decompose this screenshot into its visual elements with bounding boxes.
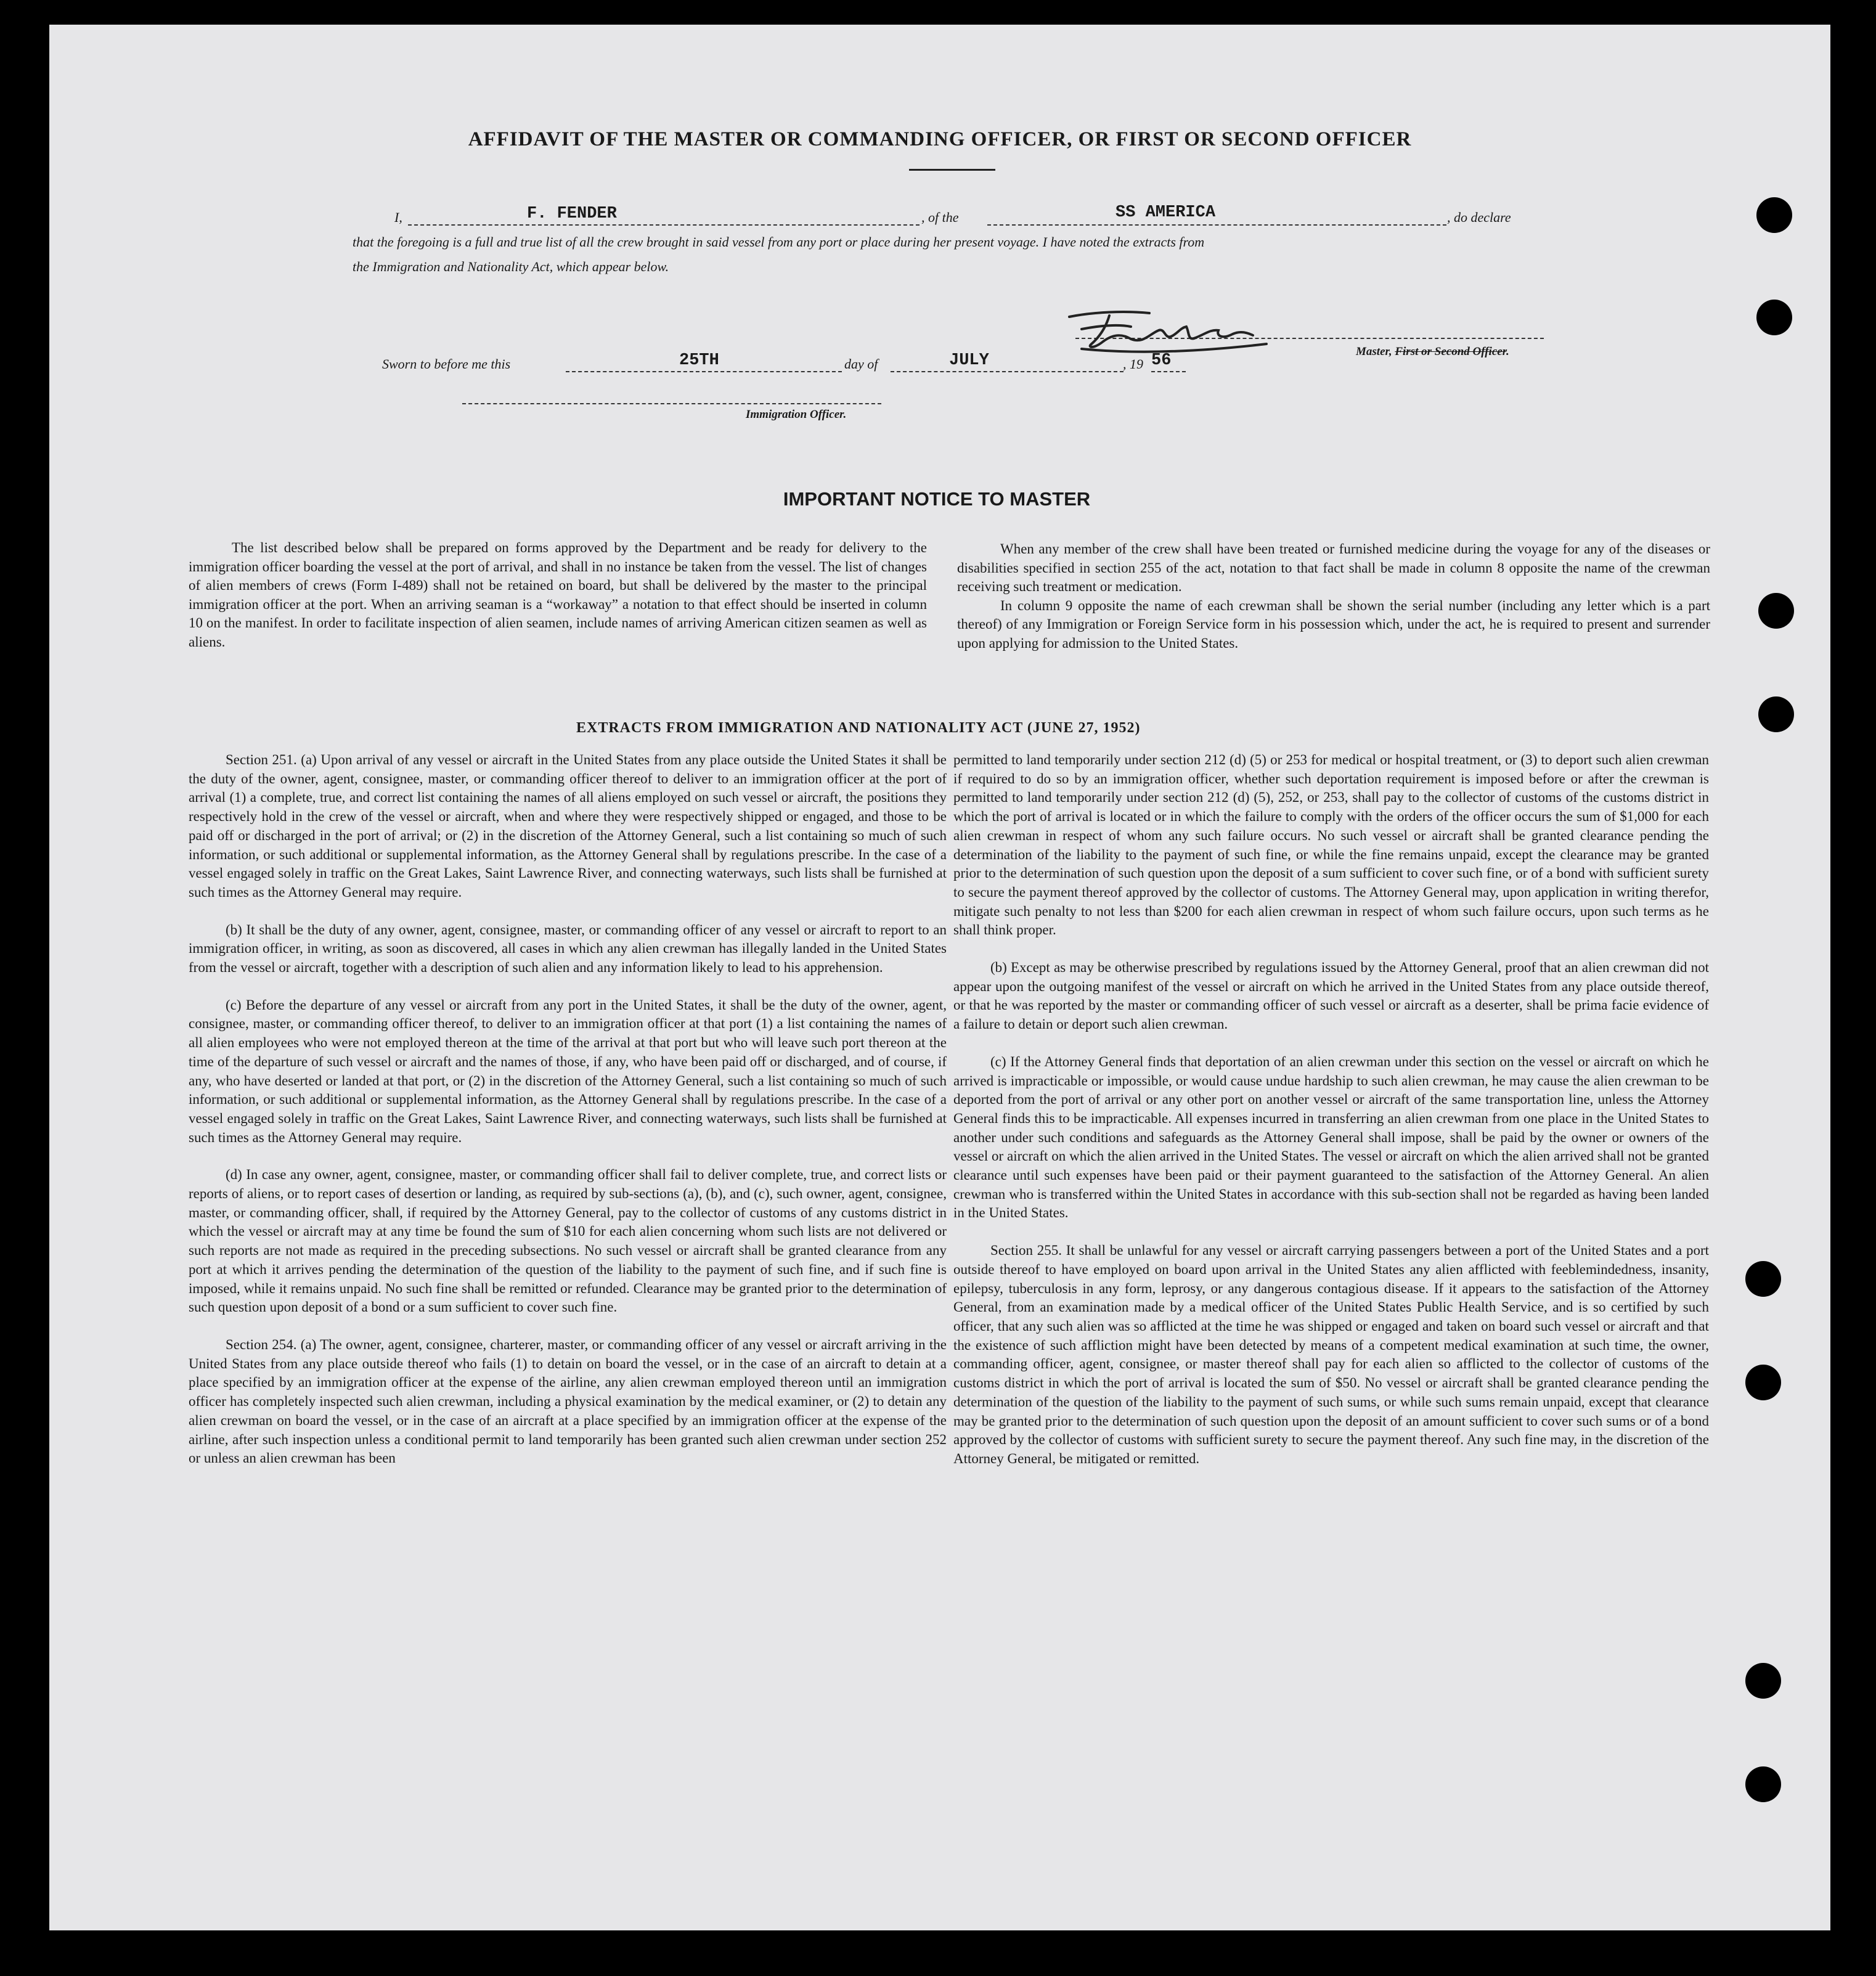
sworn-line (382, 350, 1307, 377)
document-page (49, 25, 1830, 1930)
extracts-title: EXTRACTS FROM IMMIGRATION AND NATIONALITY ACT (JUNE 27, 1952) (576, 720, 1141, 736)
month-field (891, 355, 1124, 372)
section-254c: (c) If the Attorney General finds that deportation of an alien crewman under this section on the vessel or aircraft on which he arrived is impracticable or impossible, or would cause undue hardship to such alien crewman, he may cause the alien crewman to be deported from the port of arrival or any other port on another vessel or aircraft of the same transportation line, unless the Attorney General finds this to be impracticable. All expenses incurred in transferring an alien crewman from one place in the United States to another under such conditions and safeguards as the Attorney General shall impose, shall be paid by the owner or owners of the vessel or aircraft on which the alien arrived in the United States. The vessel or aircraft on which the alien arrived shall not be granted clearance until such expenses have been paid or their payment guaranteed to the satisfaction of the Attorney General. An alien crewman who is transferred within the United States in accordance with this sub-section shall not be regarded as having been landed in the United States. (953, 1053, 1709, 1221)
binder-hole (1758, 593, 1794, 629)
vessel-name: SS AMERICA (1115, 203, 1216, 222)
year-prefix: , 19 (1123, 356, 1143, 372)
month-value: JULY (949, 351, 989, 370)
section-254a-cont: permitted to land temporarily under section 212 (d) (5) or 253 for medical or hospital treatment, or (3) to deport such alien crewman if required to do so by an immigration officer, whether such deportation requirement is imposed before or after the crewman is permitted to land temporarily under section 212 (d) (5), 252, or 253, shall pay to the collector of customs of the customs district in which the port of arrival is located or in which the failure to comply with the orders of the officer occurs the sum of $1,000 for each alien crewman in respect of whom any such failure occurs. No such vessel or aircraft shall be granted clearance pending the determination of the liability to the payment of such fine, or while the fine remains unpaid, except the clearance may be granted prior to the determination of such question upon the deposit of a sum sufficient to cover such fine, or of a bond with sufficient surety to secure the payment thereof approved by the collector of customs. The Attorney General may, upon application in writing therefor, mitigate such penalty to not less than $200 for each alien crewman in respect of whom such failure occurs, upon such terms as he shall think proper. (953, 752, 1709, 938)
year-value: 56 (1151, 351, 1172, 370)
section-251b: (b) It shall be the duty of any owner, agent, consignee, master, or commanding officer of any vessel or aircraft to report to an immigration officer, in writing, as soon as discovered, all cases in which any alien crewman has illegally landed in the United States from the vessel or aircraft, together with a description of such alien and any information likely to lead to his apprehension. (189, 921, 947, 976)
binder-hole (1745, 1261, 1781, 1297)
affidavit-title: AFFIDAVIT OF THE MASTER OR COMMANDING OFFICER, OR FIRST OR SECOND OFFICER (468, 128, 1412, 150)
vessel-field (987, 208, 1446, 226)
master-label: Master, (1356, 345, 1392, 358)
signature-image (1057, 298, 1279, 354)
name-field (408, 208, 920, 226)
notice-right (957, 540, 1710, 653)
binder-hole (1756, 300, 1792, 335)
master-name: F. FENDER (527, 205, 617, 223)
notice-left-text: The list described below shall be prepared on forms approved by the Department and be ready for delivery to the immigration officer boarding the vessel at the port of arrival, and shall in no instance be taken from the vessel. The list of changes of alien members of crews (Form I-489) shall not be retained on board, but shall be delivered by the master to the principal immigration officer at the port. When an arriving seaman is a “workaway” a notation to that effect should be inserted in column 10 on the manifest. In order to facilitate inspection of alien seamen, include names of arriving American citizen seamen as well as aliens. (189, 540, 927, 650)
section-254a: Section 254. (a) The owner, agent, consignee, charterer, master, or commanding officer of any vessel or aircraft arriving in the United States from any place outside thereof who fails (1) to detain on board the vessel, or in the case of an aircraft to detain at a place specified by an immigration officer at the expense of the airline, any alien crewman employed thereon until an immigration officer has completely inspected such alien crewman, including a physical examination by the medical examiner, or (2) to detain any alien crewman on board the vessel, or in the case of an aircraft at a place specified by an immigration officer at the expense of the airline, after such inspection unless a conditional permit to land temporarily has been granted such alien crewman under section 252 or unless an alien crewman has been (189, 1336, 947, 1466)
section-255: Section 255. It shall be unlawful for any vessel or aircraft carrying passengers between a port of the United States and a port outside thereof to have employed on board upon arrival in the United States any alien afflicted with feeblemindedness, insanity, epilepsy, tuberculosis in any form, leprosy, or any dangerous contagious disease. If it appears to the satisfaction of the Attorney General, from an examination made by a medical officer of the United States Public Health Service, and is so certified by such officer, that any such alien was so afflicted at the time he was shipped or engaged and taken on board such vessel or aircraft and that the existence of such affliction might have been detected by means of a competent medical examination at such time, the owner, commanding officer, agent, consignee, or master thereof shall pay for each alien so afflicted to the collector of customs of the customs district in which the port of arrival is located the sum of $50. No vessel or aircraft shall be granted clearance pending the determination of the question of the liability to the payment of such sums, or while such sums remain unpaid, except that clearance may be granted prior to the determination of such question upon the deposit of an amount sufficient to cover such sums or of a bond approved by the collector of customs with sufficient surety to secure the payment thereof. Any such fine may, in the discretion of the Attorney General, be mitigated or remitted. (953, 1243, 1709, 1466)
declaration-line (394, 205, 1565, 229)
binder-hole (1745, 1766, 1781, 1802)
section-254b: (b) Except as may be otherwise prescribed by regulations issued by the Attorney General, proof that an alien crewman did not appear upon the outgoing manifest of the vessel or aircraft on which he arrived in the United States from any place outside thereof, or that he was reported by the master or commanding officer of such vessel or aircraft as a deserter, shall be prima facie evidence of a failure to detain or deport such alien crewman. (953, 960, 1709, 1032)
binder-hole (1745, 1365, 1781, 1400)
master-title: Master, First or Second Officer. (1356, 345, 1509, 358)
struck-officer-label: First or Second Officer (1395, 345, 1507, 358)
section-251c: (c) Before the departure of any vessel or aircraft from any port in the United States, it shall be the duty of the owner, agent, consignee, master, or commanding officer thereof, to deliver to an immigration officer at that port (1) a list containing the names of all alien employees who were not employed thereon at the time of the arrival at that port but who will leave such port thereon at the time of the departure of such vessel or aircraft and the names of those, if any, who have been paid off or discharged, and of course, if any, who have deserted or landed at that port, or (2) in the discretion of the Attorney General, such a list containing so much of such information, or such additional or supplemental information, as the Attorney General shall by regulations prescribe. In the case of a vessel engaged solely in traffic on the Great Lakes, Saint Lawrence River, and connecting waterways, such lists shall be furnished at such times as the Attorney General may require. (189, 997, 947, 1145)
year-field (1151, 355, 1186, 372)
extracts-right-column (953, 751, 1709, 1487)
signature-block (1001, 284, 1556, 357)
sworn-label: Sworn to before me this (382, 356, 511, 372)
notice-right-text-2: In column 9 opposite the name of each crewman shall be shown the serial number (including any letter which is a part thereof) of any Immigration or Foreign Service form in his possession which, under the act, he is required to present and surrender upon applying for admission to the United States. (957, 597, 1710, 651)
binder-hole (1756, 197, 1792, 233)
notice-title: IMPORTANT NOTICE TO MASTER (783, 488, 1091, 510)
day-value: 25TH (679, 351, 719, 370)
of-the-label: , of the (921, 210, 959, 225)
binder-hole (1758, 696, 1794, 732)
day-of-label: day of (844, 356, 878, 372)
section-251d: (d) In case any owner, agent, consignee, master, or commanding officer shall fail to deliver complete, true, and correct lists or reports of aliens, or to report cases of desertion or landing, as required by sub-sections (a), (b), and (c), such owner, agent, consignee, master, or commanding officer, shall, if required by the Attorney General, pay to the collector of customs of any customs district in which the vessel or aircraft may at any time be found the sum of $10 for each alien concerning whom such lists are not delivered or such reports are not made as required in the preceding subsections. No such vessel or aircraft shall be granted clearance from any port at which it arrives pending the determination of the question of the liability to the payment of such fine, and if such fine is imposed, while it remains unpaid. No such fine shall be remitted or refunded. Clearance may be granted prior to the determination of such question upon deposit of a bond or a sum sufficient to cover such fine. (189, 1167, 947, 1315)
statement-line-2: the Immigration and Nationality Act, which appear below. (353, 259, 669, 274)
immigration-officer-line (462, 402, 881, 404)
notice-left (189, 539, 927, 651)
extracts-left-column (189, 751, 947, 1487)
title-rule (909, 169, 995, 171)
immigration-officer-label: Immigration Officer. (746, 408, 847, 421)
notice-right-text-1: When any member of the crew shall have been treated or furnished medicine during the voyage for any of the diseases or disabilities specified in section 255 of the act, notation to that fact shall be made in column 8 opposite the name of the crewman receiving such treatment or medication. (957, 541, 1710, 594)
statement-line-1: that the foregoing is a full and true list of all the crew brought in said vessel from any port or place during her present voyage. I have noted the extracts from (353, 234, 1205, 250)
do-declare-label: , do declare (1447, 210, 1511, 225)
i-label: I, (394, 210, 402, 225)
section-251a: Section 251. (a) Upon arrival of any vessel or aircraft in the United States from any place outside the United States it shall be the duty of the owner, agent, consignee, master, or commanding officer thereof to deliver to an immigration officer at the port of arrival (1) a complete, true, and correct list containing the names of all aliens employed on such vessel or aircraft, the positions they respectively hold in the crew of the vessel or aircraft, when and where they were respectively shipped or engaged, and those to be paid off or discharged in the port of arrival; or (2) in the discretion of the Attorney General, such a list containing so much of such information, or such additional or supplemental information, as the Attorney General shall by regulations prescribe. In the case of a vessel engaged solely in traffic on the Great Lakes, Saint Lawrence River, and connecting waterways, such lists shall be furnished at such times as the Attorney General may require. (189, 752, 947, 900)
binder-hole (1745, 1663, 1781, 1699)
